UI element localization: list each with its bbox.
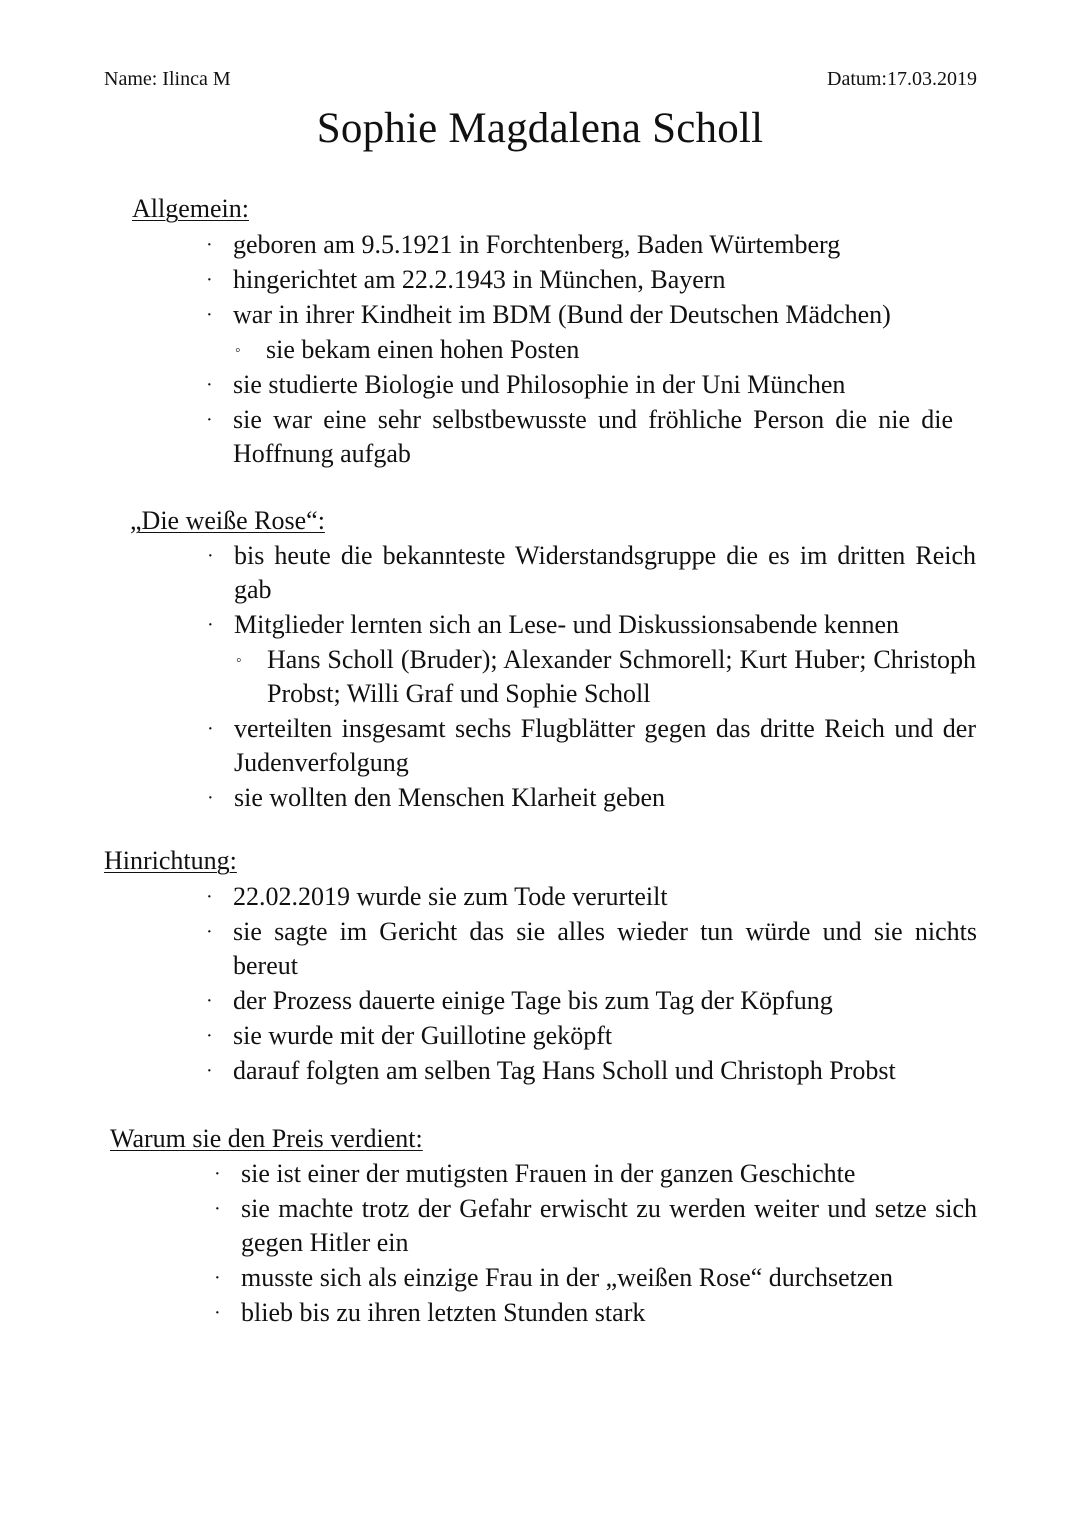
section-heading-allgemein: Allgemein: xyxy=(132,194,249,223)
bullet-dot-icon: · xyxy=(206,269,213,291)
list-item: · darauf folgten am selben Tag Hans Scholl und Christoph Probst xyxy=(233,1054,977,1088)
bullet-dot-icon: · xyxy=(207,787,214,809)
bullet-dot-icon: · xyxy=(214,1163,221,1185)
section-heading-hinrichtung: Hinrichtung: xyxy=(104,846,237,875)
list-item: · verteilten insgesamt sechs Flugblätter gegen das dritte Reich und der Judenverfolgung xyxy=(207,714,976,777)
bullet-dot-icon: · xyxy=(206,304,213,326)
bullet-circle-icon: ◦ xyxy=(236,652,242,669)
list-item: · blieb bis zu ihren letzten Stunden stark xyxy=(241,1296,977,1330)
section-list-weisse-rose xyxy=(207,539,976,816)
bullet-dot-icon: · xyxy=(206,1060,213,1082)
section-heading-weisse-rose: „Die weiße Rose“: xyxy=(130,506,325,535)
document-date: Datum:17.03.2019 xyxy=(827,68,977,90)
bullet-dot-icon: · xyxy=(214,1267,221,1289)
section-heading-warum-preis: Warum sie den Preis verdient: xyxy=(110,1124,423,1153)
section-list-allgemein xyxy=(206,228,953,472)
bullet-dot-icon: · xyxy=(207,545,214,567)
bullet-dot-icon: · xyxy=(206,374,213,396)
bullet-dot-icon: · xyxy=(206,921,213,943)
bullet-dot-icon: · xyxy=(207,718,214,740)
list-item: · sie studierte Biologie und Philosophie in der Uni München xyxy=(233,368,953,402)
section-list-warum-preis xyxy=(214,1157,977,1331)
list-item: · war in ihrer Kindheit im BDM (Bund der Deutschen Mädchen) xyxy=(233,298,953,332)
list-subitem: ◦ sie bekam einen hohen Posten xyxy=(233,333,953,367)
student-name: Name: Ilinca M xyxy=(104,68,231,90)
bullet-dot-icon: · xyxy=(206,1025,213,1047)
list-item: · musste sich als einzige Frau in der „weißen Rose“ durchsetzen xyxy=(241,1261,977,1295)
list-item: · bis heute die bekannteste Widerstandsgruppe die es im dritten Reich gab xyxy=(207,541,976,604)
list-item: · sie ist einer der mutigsten Frauen in der ganzen Geschichte xyxy=(241,1157,977,1191)
page-title: Sophie Magdalena Scholl xyxy=(316,105,764,152)
bullet-circle-icon: ◦ xyxy=(235,342,241,359)
bullet-dot-icon: · xyxy=(214,1198,221,1220)
list-item: · sie sagte im Gericht das sie alles wieder tun würde und sie nichts bereut xyxy=(206,917,977,980)
bullet-dot-icon: · xyxy=(206,409,213,431)
list-item: · sie war eine sehr selbstbewusste und fröhliche Person die nie die Hoffnung aufgab xyxy=(206,405,953,468)
list-item: · hingerichtet am 22.2.1943 in München, Bayern xyxy=(233,263,953,297)
list-item: · sie machte trotz der Gefahr erwischt zu werden weiter und setze sich gegen Hitler ein xyxy=(214,1194,977,1257)
list-item: · sie wurde mit der Guillotine geköpft xyxy=(233,1019,977,1053)
list-item: · Mitglieder lernten sich an Lese- und Diskussionsabende kennen xyxy=(234,608,976,642)
list-item: · geboren am 9.5.1921 in Forchtenberg, Baden Würtemberg xyxy=(233,228,953,262)
list-item: · 22.02.2019 wurde sie zum Tode verurteilt xyxy=(233,880,977,914)
list-item: · sie wollten den Menschen Klarheit geben xyxy=(234,781,976,815)
section-list-hinrichtung xyxy=(206,880,977,1089)
bullet-dot-icon: · xyxy=(214,1302,221,1324)
list-item: · der Prozess dauerte einige Tage bis zum Tag der Köpfung xyxy=(233,984,977,1018)
bullet-dot-icon: · xyxy=(206,234,213,256)
list-subitem: ◦ Hans Scholl (Bruder); Alexander Schmorell; Kurt Huber; Christoph Probst; Willi Graf und Sophie Scholl xyxy=(236,645,976,708)
bullet-dot-icon: · xyxy=(206,990,213,1012)
bullet-dot-icon: · xyxy=(206,886,213,908)
bullet-dot-icon: · xyxy=(207,614,214,636)
